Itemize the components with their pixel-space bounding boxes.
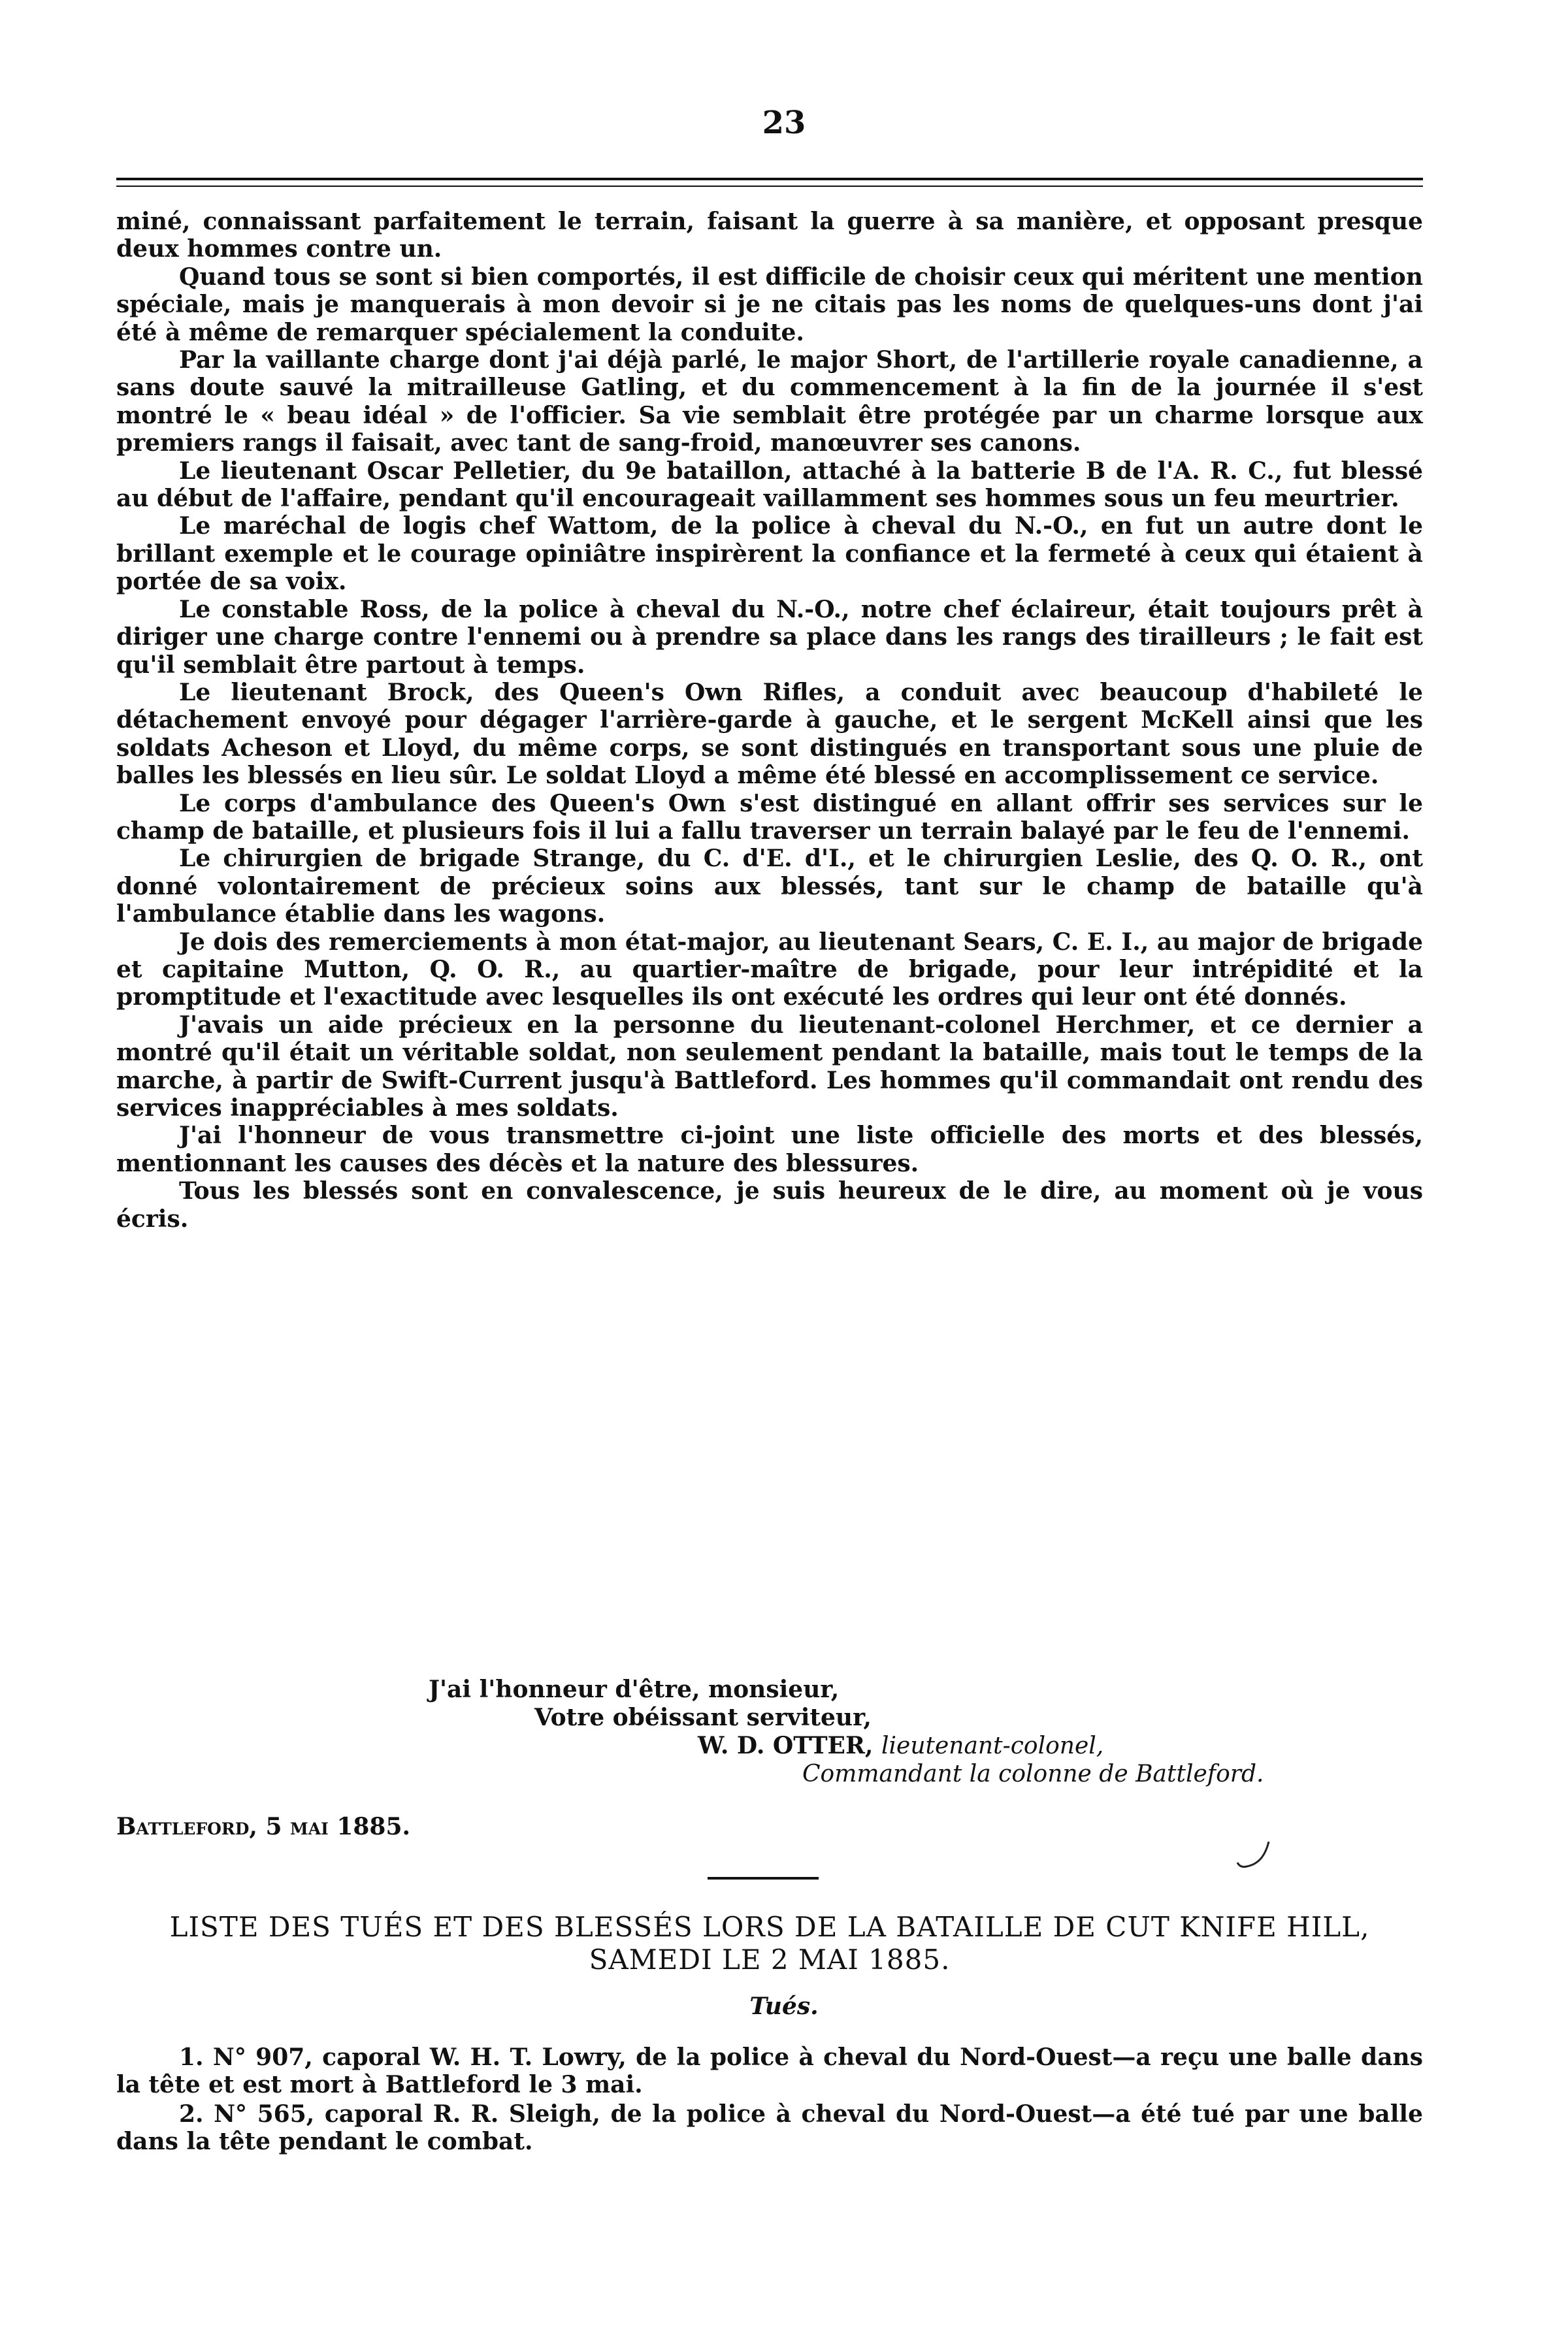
paragraph: miné, connaissant parfaitement le terrain, faisant la guerre à sa manière, et opposant presque deux hommes contre un. xyxy=(116,208,1423,263)
paragraph: Le maréchal de logis chef Wattom, de la police à cheval du N.-O., en fut un autre dont le brillant exemple et le courage opiniâtre inspirèrent la confiance et la fermeté à ceux qui étaient à portée de sa voix. xyxy=(116,512,1423,596)
list-subtitle: Tués. xyxy=(749,1993,819,2020)
body-text xyxy=(116,208,1423,1233)
signer-rank: lieutenant-colonel, xyxy=(881,1733,1104,1759)
paragraph: Le lieutenant Brock, des Queen's Own Rifles, a conduit avec beaucoup d'habileté le détachement envoyé pour dégager l'arrière-garde à gauche, et le sergent McKell ainsi que les soldats Acheson et Lloyd, du même corps, se sont distingués en transportant sous une pluie de balles les blessés en lieu sûr. Le soldat Lloyd a même été blessé en accomplissement ce service. xyxy=(116,678,1423,790)
paragraph: Le chirurgien de brigade Strange, du C. d'E. d'I., et le chirurgien Leslie, des Q. O. R., ont donné volontairement de précieux soins aux blessés, tant sur le champ de bataille qu'à l'ambulance établie dans les wagons. xyxy=(116,845,1423,928)
paragraph: Par la vaillante charge dont j'ai déjà parlé, le major Short, de l'artillerie royale canadienne, a sans doute sauvé la mitrailleuse Gatling, et du commencement à la fin de la journée il s'est montré le « beau idéal » de l'officier. Sa vie semblait être protégée par un charme lorsque aux premiers rangs il faisait, avec tant de sang-froid, manœuvrer ses canons. xyxy=(116,346,1423,457)
list-title: LISTE DES TUÉS ET DES BLESSÉS LORS DE LA BATAILLE DE CUT KNIFE HILL, SAMEDI LE 2 MAI 1885. xyxy=(169,1911,1370,1976)
paragraph: J'avais un aide précieux en la personne du lieutenant-colonel Herchmer, et ce dernier a montré qu'il était un véritable soldat, non seulement pendant la bataille, mais tout le temps de la marche, à partir de Swift-Current jusqu'à Battleford. Les hommes qu'il commandait ont rendu des services inappréciables à mes soldats. xyxy=(116,1011,1423,1122)
section-separator xyxy=(708,1877,819,1880)
signature-line xyxy=(116,1732,1423,1760)
paragraph: Tous les blessés sont en convalescence, je suis heureux de le dire, au moment où je vous écris. xyxy=(116,1177,1423,1233)
closing-line: J'ai l'honneur d'être, monsieur, xyxy=(429,1676,840,1703)
paragraph: Je dois des remerciements à mon état-major, au lieutenant Sears, C. E. I., au major de brigade et capitaine Mutton, Q. O. R., au quartier-maître de brigade, pour leur intrépidité et la promptitude et l'exactitude avec lesquelles ils ont exécuté les ordres qui leur ont été donnés. xyxy=(116,928,1423,1011)
signer-name: W. D. OTTER, xyxy=(698,1732,874,1759)
header-rule xyxy=(116,178,1423,180)
list-item: 2. N° 565, caporal R. R. Sleigh, de la police à cheval du Nord-Ouest—a été tué par une balle dans la tête pendant le combat. xyxy=(116,2100,1423,2156)
paragraph: Le lieutenant Oscar Pelletier, du 9e bataillon, attaché à la batterie B de l'A. R. C., fut blessé au début de l'affaire, pendant qu'il encourageait vaillamment ses hommes sous un feu meurtrier. xyxy=(116,457,1423,513)
letter-closing xyxy=(116,1676,1423,1788)
paragraph: Le corps d'ambulance des Queen's Own s'est distingué en allant offrir ses services sur le champ de bataille, et plusieurs fois il lui a fallu traverser un terrain balayé par le feu de l'ennemi. xyxy=(116,789,1423,845)
handwritten-mark xyxy=(1235,1839,1274,1870)
page-number: 23 xyxy=(762,105,806,141)
signer-command: Commandant la colonne de Battleford. xyxy=(802,1761,1264,1787)
place-date: Battleford, 5 mai 1885. xyxy=(116,1813,411,1840)
header-rule-thin xyxy=(116,186,1423,187)
paragraph: Quand tous se sont si bien comportés, il est difficile de choisir ceux qui méritent une mention spéciale, mais je manquerais à mon devoir si je ne citais pas les noms de quelques-uns dont j'ai été à même de remarquer spécialement la conduite. xyxy=(116,263,1423,346)
closing-line: Votre obéissant serviteur, xyxy=(534,1704,872,1731)
list-item: 1. N° 907, caporal W. H. T. Lowry, de la police à cheval du Nord-Ouest—a reçu une balle dans la tête et est mort à Battleford le 3 mai. xyxy=(116,2044,1423,2099)
paragraph: Le constable Ross, de la police à cheval du N.-O., notre chef éclaireur, était toujours prêt à diriger une charge contre l'ennemi ou à prendre sa place dans les rangs des tirailleurs ; le fait est qu'il semblait être partout à temps. xyxy=(116,595,1423,679)
casualty-list xyxy=(116,2044,1423,2157)
paragraph: J'ai l'honneur de vous transmettre ci-joint une liste officielle des morts et des blessés, mentionnant les causes des décès et la nature des blessures. xyxy=(116,1122,1423,1177)
command-line xyxy=(116,1760,1423,1788)
